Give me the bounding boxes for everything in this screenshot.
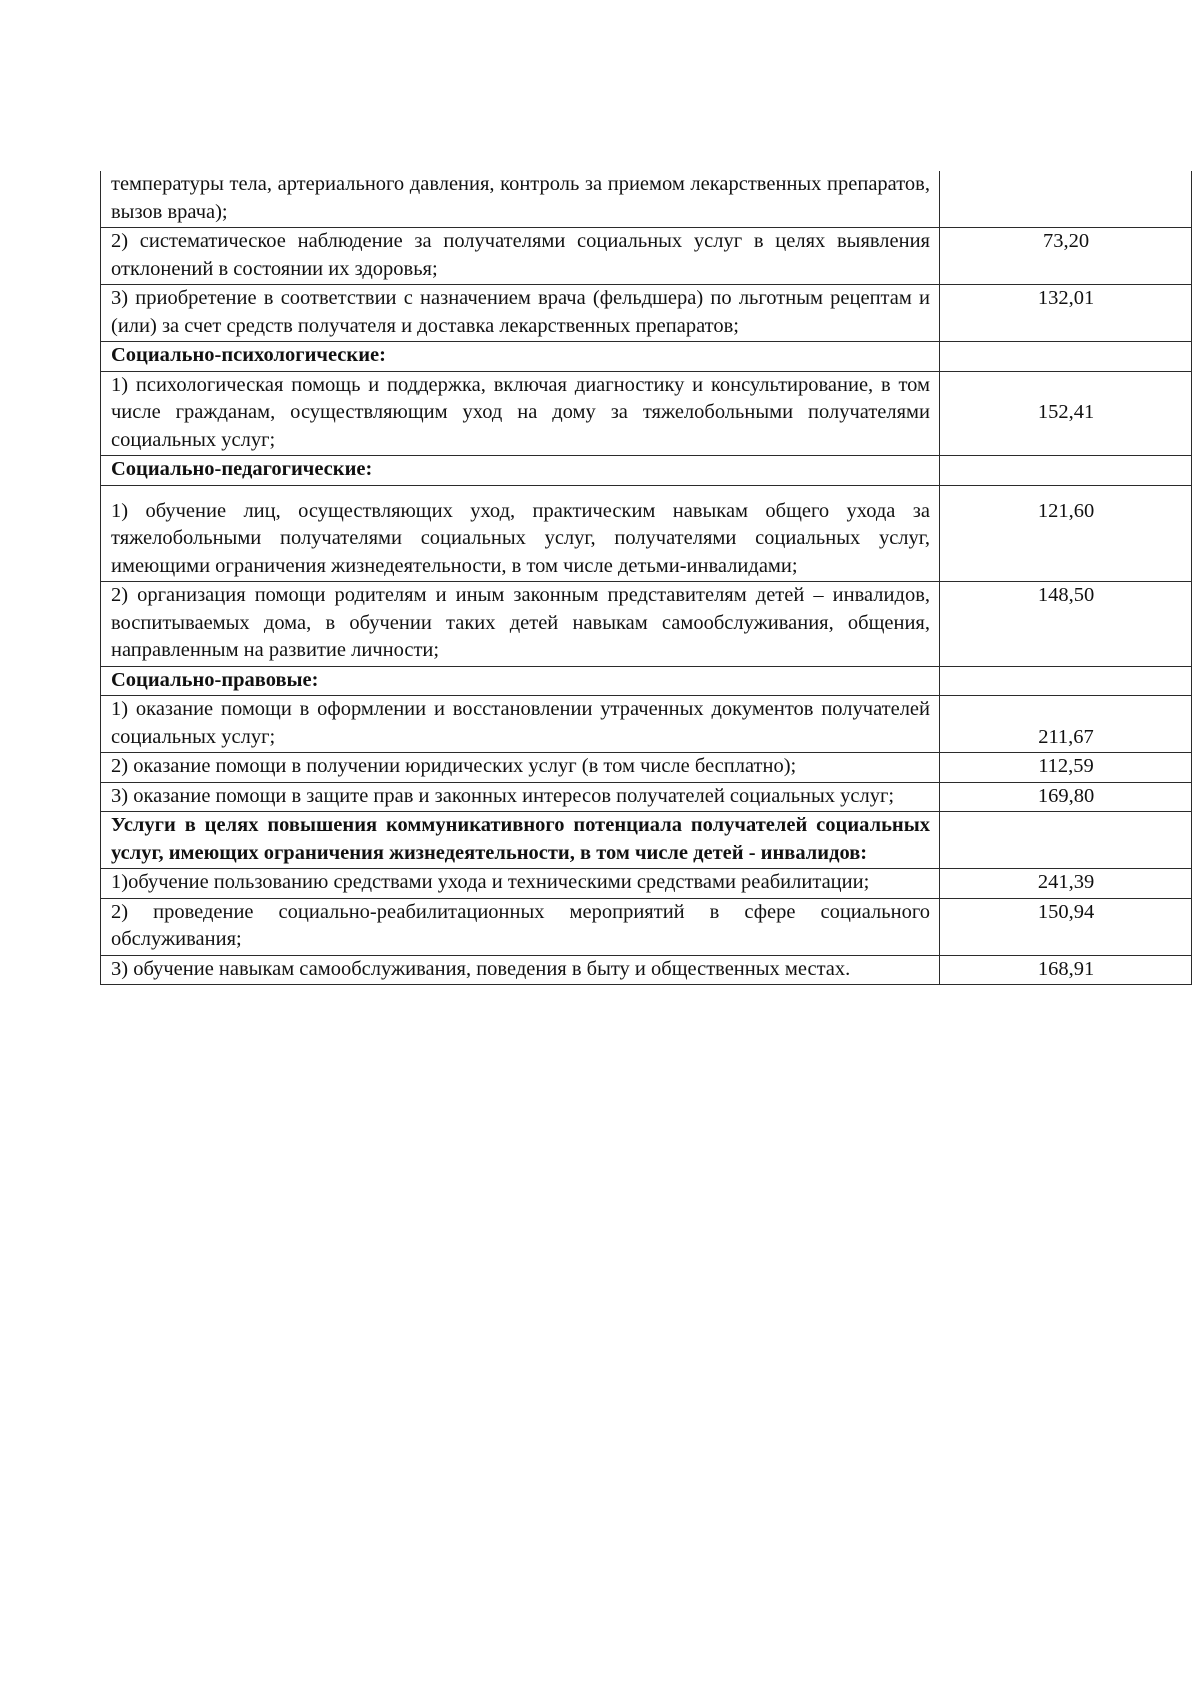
- table-row: [101, 898, 1192, 955]
- table-row: [101, 753, 1192, 783]
- service-price: 112,59: [940, 753, 1192, 783]
- service-description: 2) систематическое наблюдение за получателями социальных услуг в целях выявления отклонений в состоянии их здоровья;: [101, 228, 940, 285]
- service-description: 2) оказание помощи в получении юридических услуг (в том числе бесплатно);: [101, 753, 940, 783]
- services-price-table: [100, 171, 1192, 985]
- service-description: 1)обучение пользованию средствами ухода и техническими средствами реабилитации;: [101, 869, 940, 899]
- table-row: [101, 371, 1192, 456]
- section-heading-row: [101, 666, 1192, 696]
- service-price: [940, 666, 1192, 696]
- table-row: [101, 485, 1192, 582]
- service-price: 168,91: [940, 955, 1192, 985]
- table-row: [101, 228, 1192, 285]
- service-price: 211,67: [940, 696, 1192, 753]
- table-row: [101, 955, 1192, 985]
- service-description: 3) оказание помощи в защите прав и законных интересов получателей социальных услуг;: [101, 782, 940, 812]
- service-description: 2) проведение социально-реабилитационных мероприятий в сфере социального обслуживания;: [101, 898, 940, 955]
- service-price: 150,94: [940, 898, 1192, 955]
- section-heading: Социально-правовые:: [101, 666, 940, 696]
- section-heading: Услуги в целях повышения коммуникативного потенциала получателей социальных услуг, имеющих ограничения жизнедеятельности, в том числе детей - инвалидов:: [101, 812, 940, 869]
- service-price: [940, 812, 1192, 869]
- section-heading: Социально-психологические:: [101, 342, 940, 372]
- service-price: 241,39: [940, 869, 1192, 899]
- service-price: 152,41: [940, 371, 1192, 456]
- service-price: 121,60: [940, 485, 1192, 582]
- service-price: 148,50: [940, 582, 1192, 667]
- service-description: 1) обучение лиц, осуществляющих уход, практическим навыкам общего ухода за тяжелобольными получателями социальных услуг, получателями социальных услуг, имеющими ограничения жизнедеятельности, в том числе детьми-инвалидами;: [101, 485, 940, 582]
- section-heading-row: [101, 812, 1192, 869]
- table-row: [101, 782, 1192, 812]
- table-row: [101, 171, 1192, 228]
- service-price: [940, 456, 1192, 486]
- service-description: 3) приобретение в соответствии с назначением врача (фельдшера) по льготным рецептам и (или) за счет средств получателя и доставка лекарственных препаратов;: [101, 285, 940, 342]
- service-description: 2) организация помощи родителям и иным законным представителям детей – инвалидов, воспитываемых дома, в обучении таких детей навыкам самообслуживания, общения, направленным на развитие личности;: [101, 582, 940, 667]
- table-row: [101, 696, 1192, 753]
- service-description: 3) обучение навыкам самообслуживания, поведения в быту и общественных местах.: [101, 955, 940, 985]
- service-price: 132,01: [940, 285, 1192, 342]
- table-row: [101, 582, 1192, 667]
- service-price: [940, 342, 1192, 372]
- service-description: 1) оказание помощи в оформлении и восстановлении утраченных документов получателей социальных услуг;: [101, 696, 940, 753]
- service-description: 1) психологическая помощь и поддержка, включая диагностику и консультирование, в том числе гражданам, осуществляющим уход на дому за тяжелобольными получателями социальных услуг;: [101, 371, 940, 456]
- section-heading-row: [101, 456, 1192, 486]
- section-heading: Социально-педагогические:: [101, 456, 940, 486]
- section-heading-row: [101, 342, 1192, 372]
- service-description: температуры тела, артериального давления, контроль за приемом лекарственных препаратов, вызов врача);: [101, 171, 940, 228]
- service-price: 169,80: [940, 782, 1192, 812]
- service-price: [940, 171, 1192, 228]
- table-row: [101, 869, 1192, 899]
- table-row: [101, 285, 1192, 342]
- service-price: 73,20: [940, 228, 1192, 285]
